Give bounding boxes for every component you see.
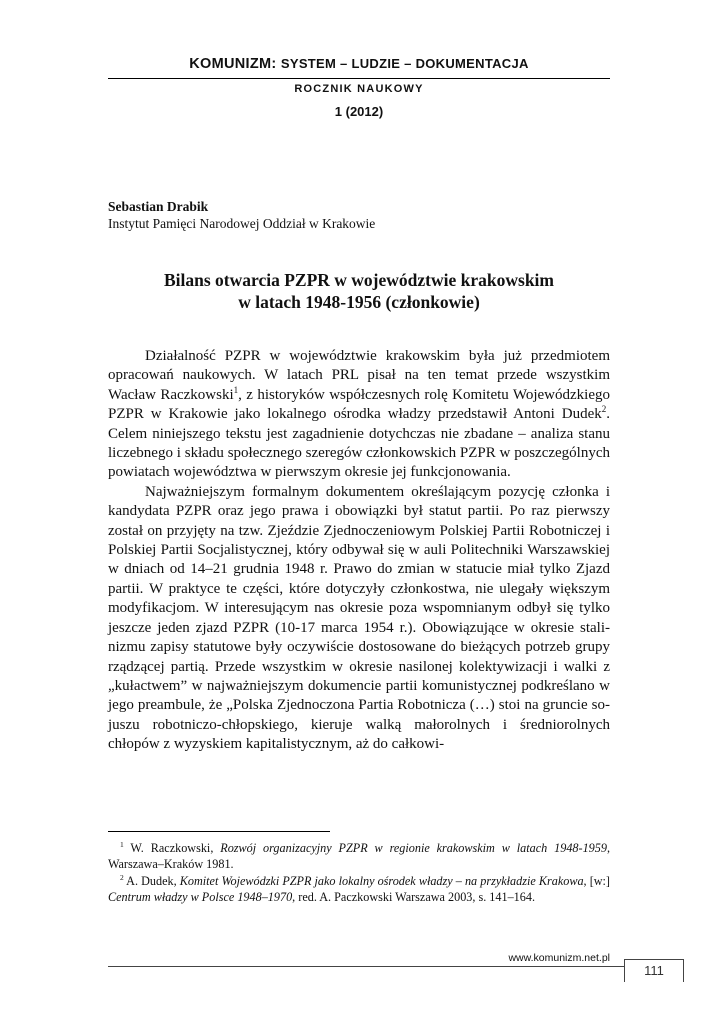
- website-link[interactable]: www.komunizm.net.pl: [508, 952, 610, 964]
- body-text-run: Działalność PZPR w województwie krakowskim była już przedmiotem opracowań naukowych. W latach PRL pisał na ten temat przede wszystkim Wacław Raczkowski: [108, 348, 610, 403]
- footnote-number-2: 2: [120, 872, 124, 882]
- journal-issue: 1 (2012): [334, 104, 384, 119]
- footnote-cited-title: Komitet Wojewódzki PZPR jako lokalny ośrodek władzy – na przykładzie Krakowa: [179, 873, 584, 888]
- body-text-run: . Celem niniejszego tekstu jest zagadnienie dotychczas nie zbadane – analiza stanu liczebnego i składu społecznego szeregów członkowskich PZPR w poszczególnych powiatach województwa w pierwszym okresie jej funkcjonowania.: [108, 406, 610, 481]
- article-title-line-1: Bilans otwarcia PZPR w województwie krakowskim: [163, 270, 554, 290]
- footnotes: [108, 840, 610, 906]
- body-paragraph-1: [108, 347, 610, 483]
- footnote-ref-1: 1: [233, 384, 239, 395]
- journal-title: [108, 55, 610, 73]
- footnote-2: [108, 873, 610, 906]
- journal-header: [108, 55, 610, 73]
- footnote-text: W. Raczkowski,: [123, 841, 221, 855]
- footnote-divider: [108, 831, 330, 832]
- footnote-ref-2: 2: [601, 404, 607, 415]
- article-body: [108, 347, 610, 755]
- author-name: Sebastian Drabik: [108, 199, 209, 214]
- author-affiliation: Instytut Pamięci Narodowej Oddział w Krakowie: [108, 216, 376, 231]
- header-divider: [108, 78, 610, 79]
- footnote-number-1: 1: [120, 840, 124, 849]
- footnote-1: [108, 840, 610, 873]
- footnote-text: , Warszawa–Kraków 1981.: [108, 841, 610, 872]
- footer-divider: [108, 966, 624, 967]
- footnote-text: A. Dudek,: [123, 873, 180, 888]
- footnote-text: , [w:]: [583, 873, 610, 888]
- article-title-line-2: w latach 1948-1956 (członkowie): [238, 292, 480, 312]
- journal-title-rest: SYSTEM – LUDZIE – DOKUMENTACJA: [280, 56, 529, 71]
- body-text-run: , z historyków współczesnych rolę Komitetu Wojewódzkiego PZPR w Krakowie jako lokalnego ośrodka władzy przedstawił Antoni Dudek: [108, 386, 610, 423]
- footnote-cited-title: Centrum władzy w Polsce 1948–1970: [108, 890, 293, 905]
- journal-subtitle: ROCZNIK NAUKOWY: [294, 83, 424, 95]
- footnote-cited-title: Rozwój organizacyjny PZPR w regionie krakowskim w latach 1948-1959: [220, 841, 607, 855]
- page-number: 111: [624, 959, 684, 982]
- body-paragraph-2: Najważniejszym formalnym dokumentem określającym pozycję członka i kandydata PZPR oraz jego prawa i obowiązki był statut partii. Po raz pierwszy został on przyjęty na tzw. Zjeździe Zjednoczeniowym Polskiej Partii Robotniczej i Polskiej Partii Socjalistycznej, który odbywał się w auli Politechniki Warszawskiej w dniach od 14–21 grudnia 1948 r. Prawo do zmian w statucie miał tylko Zjazd partii. W praktyce te części, które dotyczyły członkostwa, nie ulegały większym modyfikacjom. W interesującym nas okresie poza wspomnianym odbył się tylko jeszcze jeden zjazd PZPR (10-17 marca 1954 r.). Obowiązujące w okresie stalinizmu zapisy statutowe były oczywiście dostosowane do bieżących potrzeb grupy rządzącej partią. Przede wszystkim w okresie nasilonej kolektywizacji i walki z „kułactwem” w najważniejszym dokumencie partii komunistycznej podkreślano w jego preambule, że „Polska Zjednoczona Partia Robotnicza (…) stoi na gruncie sojuszu robotniczo-chłopskiego, kieruje walką małorolnych i średniorolnych chłopów z wyzyskiem kapitalistycznym, aż do całkowi-: [108, 483, 610, 753]
- article-title: [108, 269, 610, 313]
- footnote-text: , red. A. Paczkowski Warszawa 2003, s. 141–164.: [292, 890, 536, 905]
- journal-title-main: KOMUNIZM:: [189, 56, 277, 72]
